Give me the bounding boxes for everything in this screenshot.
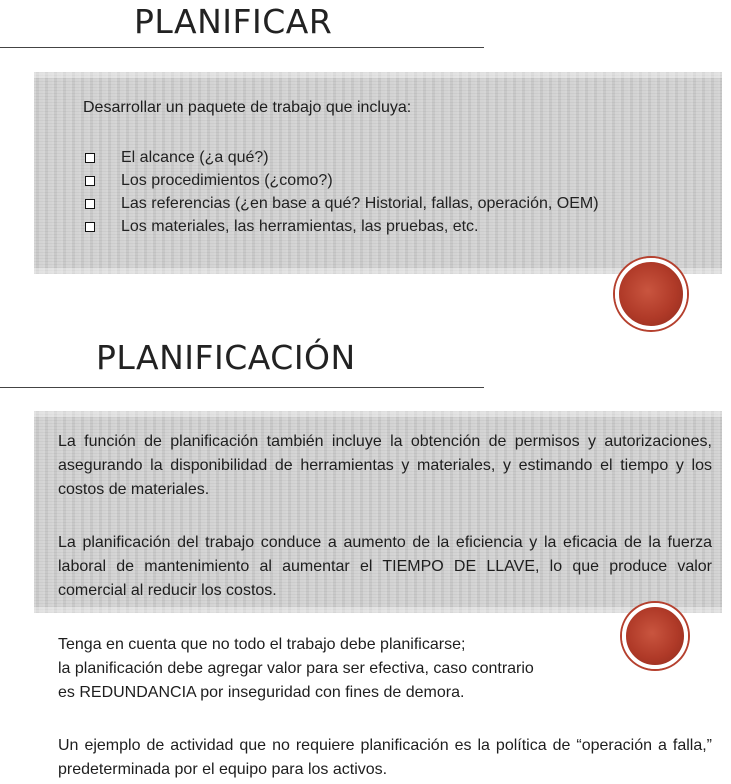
slide1-decorative-circle	[615, 258, 687, 330]
note-line: la planificación debe agregar valor para ser efectiva, caso contrario	[58, 660, 534, 677]
slide2-title: PLANIFICACIÓN	[96, 338, 356, 377]
note-line: es REDUNDANCIA por inseguridad con fines de demora.	[58, 684, 465, 701]
slide2-paragraph-1: La función de planificación también incluye la obtención de permisos y autorizaciones, asegurando la disponibilidad de herramientas y materiales, y estimando el tiempo y los costos de materiales.	[58, 433, 712, 498]
checkbox-bullet-icon	[85, 176, 95, 186]
slide1-intro: Desarrollar un paquete de trabajo que incluya:	[83, 99, 412, 116]
slide2-note	[58, 633, 534, 705]
note-line: Tenga en cuenta que no todo el trabajo debe planificarse;	[58, 636, 466, 653]
checklist-item: Los procedimientos (¿como?)	[85, 169, 599, 192]
checklist-item: El alcance (¿a qué?)	[85, 146, 599, 169]
checkbox-bullet-icon	[85, 153, 95, 163]
checklist-item: Los materiales, las herramientas, las pruebas, etc.	[85, 215, 599, 238]
slide2-decorative-circle	[622, 603, 688, 669]
slide1-checklist	[85, 146, 599, 238]
slide2-paragraph-2: La planificación del trabajo conduce a aumento de la eficiencia y la eficacia de la fuerza laboral de mantenimiento al aumentar el TIEMPO DE LLAVE, lo que produce valor comercial al reducir los costos.	[58, 534, 712, 599]
slide2-example: Un ejemplo de actividad que no requiere planificación es la política de “operación a falla,” predeterminada por el equipo para los activos.	[58, 737, 712, 778]
checkbox-bullet-icon	[85, 199, 95, 209]
slide1-title-rule	[0, 47, 484, 48]
checkbox-bullet-icon	[85, 222, 95, 232]
slide1-title: PLANIFICAR	[134, 2, 333, 41]
checklist-item: Las referencias (¿en base a qué? Historial, fallas, operación, OEM)	[85, 192, 599, 215]
slide2-title-rule	[0, 387, 484, 388]
